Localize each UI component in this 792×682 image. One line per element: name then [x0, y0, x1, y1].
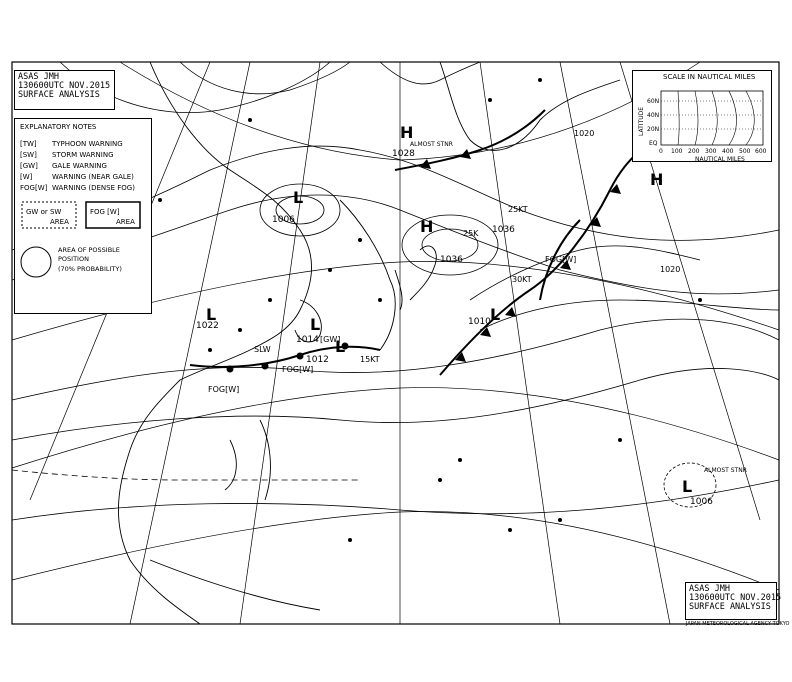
- low-center-2-note: [GW]: [320, 335, 341, 344]
- scale-x-label: NAUTICAL MILES: [695, 156, 745, 161]
- legend-area-gw: GW or SW: [26, 208, 62, 216]
- agency-credit: JAPAN METEOROLOGICAL AGENCY TOKYO: [686, 621, 790, 627]
- speed-15kt: 15KT: [360, 355, 380, 364]
- title-line-3: SURFACE ANALYSIS: [18, 90, 100, 100]
- legend-label: WARNING (DENSE FOG): [52, 184, 135, 192]
- isobar-label-1: 1020: [660, 265, 681, 274]
- legend-heading: EXPLANATORY NOTES: [20, 123, 97, 131]
- legend-code: [GW]: [20, 162, 38, 170]
- title-line-2: 130600UTC NOV.2015: [689, 593, 782, 603]
- legend-label: STORM WARNING: [52, 151, 114, 159]
- low-center-1-value: 1006: [272, 215, 295, 225]
- low-center-6-value: 1006: [690, 497, 713, 507]
- title-line-1: ASAS JMH: [689, 584, 730, 594]
- slw-label: SLW: [254, 345, 271, 354]
- scale-nm-300: 300: [705, 148, 717, 155]
- legend-circle-line-2: POSITION: [58, 255, 89, 263]
- scale-lat-label: LATITUDE: [638, 106, 645, 136]
- high-center-1-value: 1036: [440, 255, 463, 265]
- scale-nm-100: 100: [671, 148, 683, 155]
- low-center-3-value: 1012: [306, 355, 329, 365]
- legend-row: [20, 139, 146, 150]
- fog-warning-3: FOG[W]: [545, 255, 577, 264]
- high-center-3: H: [650, 170, 664, 189]
- legend-row: [20, 183, 146, 194]
- low-center-5-value: 1010: [468, 317, 491, 327]
- legend-area-fog-sub: AREA: [116, 218, 135, 226]
- legend-code: [W]: [20, 173, 33, 181]
- legend-label: WARNING (NEAR GALE): [52, 173, 134, 181]
- legend-code: [SW]: [20, 151, 37, 159]
- low-center-4-value: 1022: [196, 321, 219, 331]
- legend-row: [20, 161, 146, 172]
- legend-area-symbols: [20, 200, 146, 236]
- low-center-3: L: [335, 337, 346, 356]
- speed-25kt-1: 25K: [463, 229, 479, 238]
- scale-graph: [633, 81, 771, 161]
- legend-circle-line-3: (70% PROBABILITY): [58, 265, 122, 273]
- low-center-1: L: [293, 188, 304, 207]
- title-line-1: ASAS JMH: [18, 72, 59, 82]
- legend-row: [20, 150, 146, 161]
- legend-label: TYPHOON WARNING: [52, 140, 123, 148]
- legend-row: [20, 172, 146, 183]
- scale-lat-20n: 20N: [647, 126, 660, 133]
- scale-nm-400: 400: [722, 148, 734, 155]
- chart-title-top-left: [14, 70, 115, 110]
- scale-nm-600: 600: [755, 148, 767, 155]
- legend-area-fog: FOG [W]: [90, 208, 120, 216]
- scale-title: SCALE IN NAUTICAL MILES: [663, 73, 756, 81]
- legend-area-gw-sub: AREA: [50, 218, 69, 226]
- scale-nm-500: 500: [739, 148, 751, 155]
- high-center-2-value: 1028: [392, 149, 415, 159]
- scale-nm-0: 0: [659, 148, 663, 155]
- high-center-2-note: ALMOST STNR: [410, 141, 453, 148]
- nautical-miles-scale: [632, 70, 772, 162]
- low-center-2-value: 1014: [296, 335, 319, 345]
- low-center-5: L: [490, 305, 501, 324]
- pressure-centers: [196, 123, 747, 507]
- scale-lat-60n: 60N: [647, 98, 660, 105]
- low-center-6-note: ALMOST STNR: [704, 467, 747, 474]
- legend-circle-line-1: AREA OF POSSIBLE: [58, 246, 120, 254]
- fog-warning-1: FOG[W]: [282, 365, 314, 374]
- speed-30kt: 30KT: [512, 275, 532, 284]
- title-line-3: SURFACE ANALYSIS: [689, 602, 771, 612]
- legend-label: GALE WARNING: [52, 162, 107, 170]
- legend-code: [TW]: [20, 140, 37, 148]
- high-center-3-value: 1036: [492, 225, 515, 235]
- fog-warning-2: FOG[W]: [208, 385, 240, 394]
- high-center-1: H: [420, 217, 434, 236]
- title-line-2: 130600UTC NOV.2015: [18, 81, 111, 91]
- isobar-label-2: 1020: [574, 129, 595, 138]
- scale-lat-40n: 40N: [647, 112, 660, 119]
- speed-25kt-2: 25KT: [508, 205, 528, 214]
- high-center-2: H: [400, 123, 414, 142]
- legend-code: FOG[W]: [20, 184, 48, 192]
- low-center-6: L: [682, 477, 693, 496]
- chart-title-bottom-right: [685, 582, 782, 620]
- legend-probability-circle: [20, 240, 146, 284]
- fronts: [190, 110, 640, 375]
- low-center-2: L: [310, 315, 321, 334]
- explanatory-notes: [14, 118, 152, 314]
- low-center-4: L: [206, 305, 217, 324]
- scale-nm-200: 200: [688, 148, 700, 155]
- coastlines: [118, 62, 620, 624]
- scale-lat-eq: EQ: [649, 140, 658, 147]
